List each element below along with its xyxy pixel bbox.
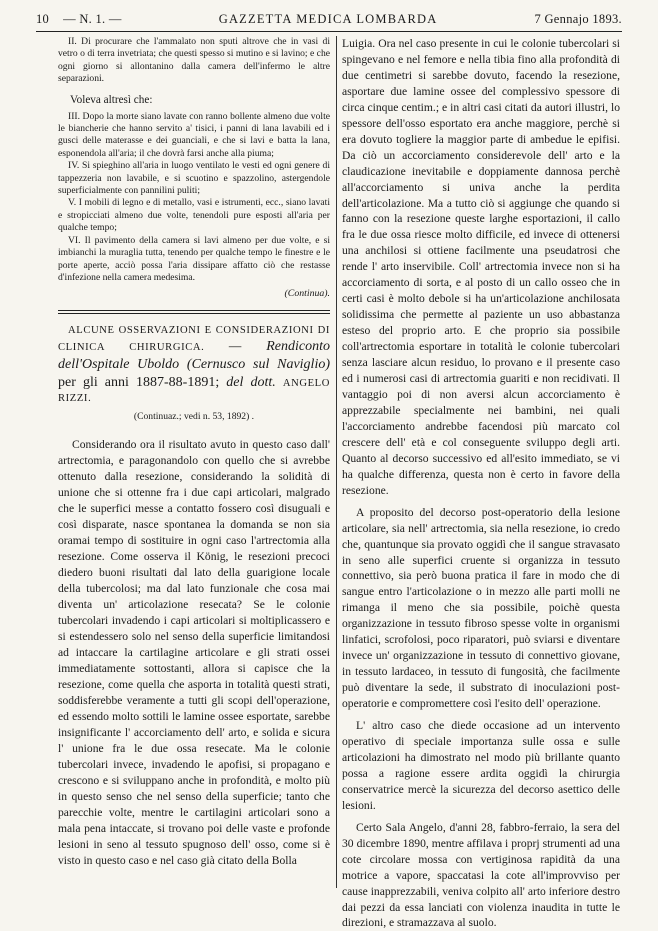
journal-title: GAZZETTA MEDICA LOMBARDA	[218, 12, 438, 26]
rule-item: V. I mobili di legno e di metallo, vasi e istrumenti, ecc., siano lavati e stropicciati almeno due volte, tenendoli pure esposti all'aria per qualche tempo;	[58, 197, 330, 234]
rule-item: II. Di procurare che l'ammalato non sputi altrove che in vasi di vetro o di terra invetriata; che questi spesso si mutino e si lavino; e che ogni giorno si allontanino dalla camera dell'infermo le altre separazioni.	[58, 36, 330, 85]
voleva-line: Voleva altresì che:	[70, 93, 153, 106]
article-body-left	[58, 437, 330, 869]
article-title-caps: ALCUNE OSSERVAZIONI E CONSIDERAZIONI DI CLINICA CHIRURGICA.	[58, 325, 330, 354]
body-paragraph: Considerando ora il risultato avuto in questo caso dall' artrectomia, e paragonandolo con quello che si avrebbe ottenuto dalla resezione, considerando la solidità di unione che si ottenne fra i due capi articolari, malgrado che le superfici messe a contatto fossero così disuguali e così disparate, nasce spontanea la domanda se non sia oramai tempo di sostituire in ogni caso l'artrectomia alla resezione. Come osserva il König, le resezioni precoci diedero buoni risultati dal lato della guarigione locale della tubercolosi; ma dal lato funzionale che cosa mai diventa un' articolazione resecata? Se le colonie tubercolari invadendo i capi articolari si moltiplicassero e si estendessero solo nel senso della superficie limitandosi ad intaccare la cartilagine articolare e gli strati ossei immediatamente sottostanti, allora si capisce che la resezione, come quella che asporta in totalità questi strati, soddisferebbe veramente a tutti gli scopi dell'operazione, ed essendo molto sottili le lamine ossee esportate, sarebbe insignificante l' accorciamento dell' arto, e solida e sicura l' unione fra le due ossa resecate. Ma le colonie tubercolari invece, invadendo le apofisi, si propagano e crescono e si sviluppano anche in profondità, e molto più in questo senso che nel senso della superficie; tanto che parecchie volte, mentre le cartilagini articolari sono a mala pena intaccate, si trovano poi delle vaste e profonde lesioni in seno al tessuto spugnoso dell' osso, come si è visto in questo caso e nel caso già citato della Bolla	[58, 438, 330, 868]
body-paragraph: L' altro caso che diede occasione ad un intervento operativo di speciale importanza sulle ossa e sulle articolazioni ha dimostrato nel modo più brillante quanto possa a ragione essere ardita oggidì la chirurgia conservatrice mercè la sicurezza del decorso asettico delle lesioni.	[342, 719, 620, 812]
section-rule	[58, 310, 330, 311]
article-title	[58, 324, 330, 406]
page-header	[36, 12, 622, 28]
article-title-years: per gli anni 1887-88-1891;	[58, 375, 220, 391]
body-paragraph: Luigia. Ora nel caso presente in cui le colonie tubercolari si spingevano e nel femore e nella tibia fino alla profondità di due centimetri si sarebbe dovuto, facendo la resezione, asportare due lamine ossee del complessivo spessore di circa cinque centim.; e in altri casi citati da autori illustri, lo spessore dell'osso esportato era anche maggiore, perchè si era dovuto togliere la maggior parte di ambedue le epifisi. Da ciò un accorciamento considerevole dell' arto e la claudicazione inevitabile e doppiamente dannosa perchè all'accorciamento si univa anche la perdita dell'articolazione. Ma a tutto ciò si aggiunge che quando si fanno con la resezione queste larghe esportazioni, il callo fra le due ossa riesce molto difficile, ed invece di ottenersi una anchilosi si ottiene facilmente una pseudatrosi che rende l' arto inservibile. Coll' artrectomia invece non si ha accorciamento di sorta, e al posto di un callo osseo che in certi casi è molto debole si ha un'articolazione anchilosata solidissima che permette al paziente un uso abbastanza esteso del proprio arto. E che proprio sia possibile coll'artrectomia esportare in totalità le colonie tubercolari senza lasciare alcun residuo, lo provano e il presente caso ed i numerosi casi di artrectomia guariti e non recidivati. Il vantaggio poi di non aversi alcun accorciamento è apprezzabile specialmente nei bambini, nei quali l'accorciamento andrebbe facendosi più marcato col crescere dell' età e col conseguente sviluppo degli arti. Quanto al decorso successivo ed all'esito immediato, se vi ha qualche differenza, questa non è certo in favore della resezione.	[342, 37, 620, 497]
header-rule	[36, 31, 622, 32]
rule-item: VI. Il pavimento della camera si lavi almeno per due volte, e si imbianchi la muraglia tutta, tenendo per qualche tempo le finestre e le porte aperte, acciò possa l'aria dissipare affatto ciò che restasse d'infezione nella camera medesima.	[58, 234, 330, 283]
section-rule	[58, 313, 330, 314]
right-column	[342, 36, 620, 931]
rule-item: IV. Si spieghino all'aria in luogo ventilato le vesti ed ogni genere di tappezzeria non lavabile, e si scuotino e spazzolino, astergendole superficialmente con pannilini puliti;	[58, 160, 330, 197]
left-column	[58, 36, 330, 869]
issue-date: 7 Gennajo 1893.	[534, 12, 622, 26]
body-paragraph: Certo Sala Angelo, d'anni 28, fabbro-ferraio, la sera del 30 dicembre 1890, mentre affilava i proprj strumenti ad una cote circolare mossa con vertiginosa rapidità da una motrice a vapore, spaccatasi la cote all'improvviso per cause inapprezzabili, veniva colpito all' arto inferiore destro dai pezzi da essa lanciati con violenza inaudita in tutte le direzioni, e stramazzava al suolo.	[342, 820, 620, 930]
continuation-note: (Continuaz.; vedi n. 53, 1892) .	[133, 411, 255, 423]
article-author: ANGELO RIZZI.	[58, 378, 330, 405]
column-divider	[336, 36, 337, 888]
rule-item: III. Dopo la morte siano lavate con ranno bollente almeno due volte le biancherie che hanno servito a' tisici, i panni di lana lavabili ed i gusci delle materasse e dei guanciali, e che si lavi e batta la lana, esponendola all'aria; il che dovrà farsi anche alla piuma;	[58, 110, 330, 159]
article-title-italic: — Rendiconto dell'Ospitale Uboldo (Cernusco sul Naviglio)	[58, 339, 330, 373]
hygiene-rules-list	[58, 111, 330, 285]
page-number: 10	[36, 12, 50, 26]
issue-number: — N. 1. —	[63, 12, 122, 26]
article-author-prefix: del dott.	[219, 375, 283, 391]
continua-note: (Continua).	[284, 288, 330, 300]
body-paragraph: A proposito del decorso post-operatorio della lesione articolare, sia nell' artrectomia, sia nella resezione, io credo che, quantunque sia provato oggidì che il sangue stravasato in seno alle superfici cruente si organizza in tessuto connettivo, sia però buona pratica il fare in modo che di sangue entro l'articolazione o in mezzo alle parti molli ne rimanga il meno che sia possibile, poichè questa organizzazione in tessuto fibroso spesse volte in organismi linfatici, scrofolosi, poco riparatori, può sviarsi e diventare invece un' organizzazione in tessuto di connettivo giovane, in tessuto lardaceo, in tessuto di fungosità, che facilmente può diventare la sede, il substrato di inoculazioni post-operatorie e compromettere così l'esito dell' operazione.	[342, 505, 620, 711]
hygiene-rules	[58, 36, 330, 86]
